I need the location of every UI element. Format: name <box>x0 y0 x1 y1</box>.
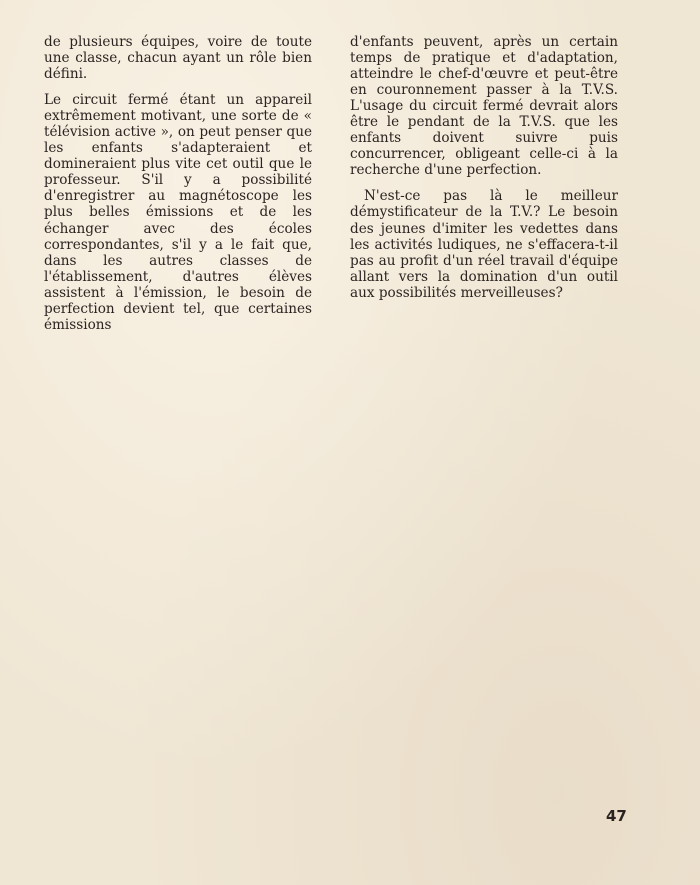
left-paragraph-1: de plusieurs équipes, voire de toute une classe, chacun ayant un rôle bien défini. <box>44 34 312 83</box>
right-paragraph-2: N'est-ce pas là le meilleur démystificateur de la T.V.? Le besoin des jeunes d'imiter les vedettes dans les activités ludiques, ne s'effacera-t-il pas au profit d'un réel travail d'équipe allant vers la domination d'un outil aux possibilités merveilleuses? <box>350 188 618 301</box>
right-column <box>350 34 618 311</box>
left-column <box>44 34 312 343</box>
right-paragraph-1: d'enfants peuvent, après un certain temps de pratique et d'adaptation, atteindre le chef-d'œuvre et peut-être en couronnement passer à la T.V.S. L'usage du circuit fermé devrait alors être le pendant de la T.V.S. que les enfants doivent suivre puis concurrencer, obligeant celle-ci à la recherche d'une perfection. <box>350 34 618 179</box>
left-paragraph-2: Le circuit fermé étant un appareil extrêmement motivant, une sorte de « télévision active », on peut penser que les enfants s'adapteraient et domineraient plus vite cet outil que le professeur. S'il y a possibilité d'enregistrer au magnétoscope les plus belles émissions et de les échanger avec des écoles correspondantes, s'il y a le fait que, dans les autres classes de l'établissement, d'autres élèves assistent à l'émission, le besoin de perfection devient tel, que certaines émissions <box>44 92 312 333</box>
page-number: 47 <box>606 807 627 825</box>
